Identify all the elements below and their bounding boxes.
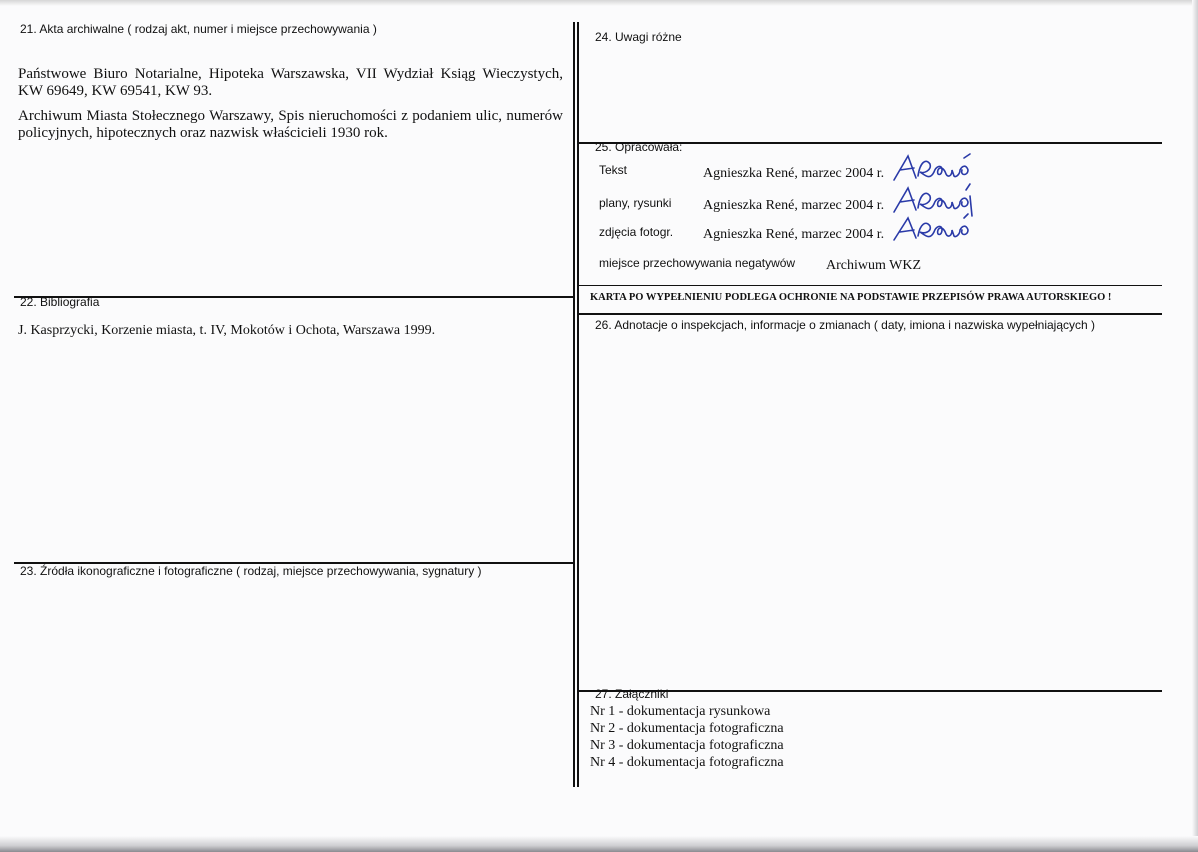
center-divider (573, 22, 575, 787)
section-25-heading: 25. Opracowała: (595, 140, 683, 154)
prepared-plans-value: Agnieszka René, marzec 2004 r. (703, 198, 885, 213)
signature-1 (890, 150, 980, 186)
divider-note-26 (578, 313, 1162, 315)
section-22-heading: 22. Bibliografia (20, 295, 100, 309)
section-26-heading: 26. Adnotacje o inspekcjach, informacje o zmianach ( daty, imiona i nazwiska wypełniających ) (595, 318, 1096, 332)
divider-25-note (578, 285, 1162, 286)
attachment-item: Nr 3 - dokumentacja fotograficzna (590, 738, 784, 753)
attachment-item: Nr 2 - dokumentacja fotograficzna (590, 721, 784, 736)
section-21-entry-2: Archiwum Miasta Stołecznego Warszawy, Spis nieruchomości z podaniem ulic, numerów policyjnych, hipotecznych oraz nazwisk właścicieli 1930 rok. (18, 108, 563, 141)
attachment-item: Nr 4 - dokumentacja fotograficzna (590, 755, 784, 770)
prepared-text-label: Tekst (599, 163, 628, 177)
copyright-note: KARTA PO WYPEŁNIENIU PODLEGA OCHRONIE NA PODSTAWIE PRZEPISÓW PRAWA AUTORSKIEGO ! (590, 292, 1112, 303)
prepared-photos-value: Agnieszka René, marzec 2004 r. (703, 227, 885, 242)
center-divider-double (577, 22, 579, 787)
prepared-plans-label: plany, rysunki (599, 196, 672, 210)
attachment-item: Nr 1 - dokumentacja rysunkowa (590, 704, 771, 719)
scan-edge-top (0, 0, 1198, 6)
scan-edge-bottom (0, 836, 1198, 852)
section-27-heading: 27. Załączniki (595, 687, 669, 701)
prepared-photos-label: zdjęcia fotogr. (599, 225, 674, 239)
section-21-entry-1: Państwowe Biuro Notarialne, Hipoteka Warszawska, VII Wydział Ksiąg Wieczystych, KW 69649, KW 69541, KW 93. (18, 66, 563, 99)
prepared-text-value: Agnieszka René, marzec 2004 r. (703, 166, 885, 181)
section-23-heading: 23. Źródła ikonograficzne i fotograficzne ( rodzaj, miejsce przechowywania, sygnatury ) (20, 564, 482, 578)
signature-3 (890, 212, 980, 246)
section-22-entry: J. Kasprzycki, Korzenie miasta, t. IV, Mokotów i Ochota, Warszawa 1999. (18, 323, 436, 338)
negatives-location-value: Archiwum WKZ (826, 258, 921, 273)
negatives-location-label: miejsce przechowywania negatywów (599, 256, 796, 270)
section-21-heading: 21. Akta archiwalne ( rodzaj akt, numer i miejsce przechowywania ) (20, 22, 377, 36)
section-24-heading: 24. Uwagi różne (595, 30, 682, 44)
scan-edge-right (1192, 0, 1198, 852)
